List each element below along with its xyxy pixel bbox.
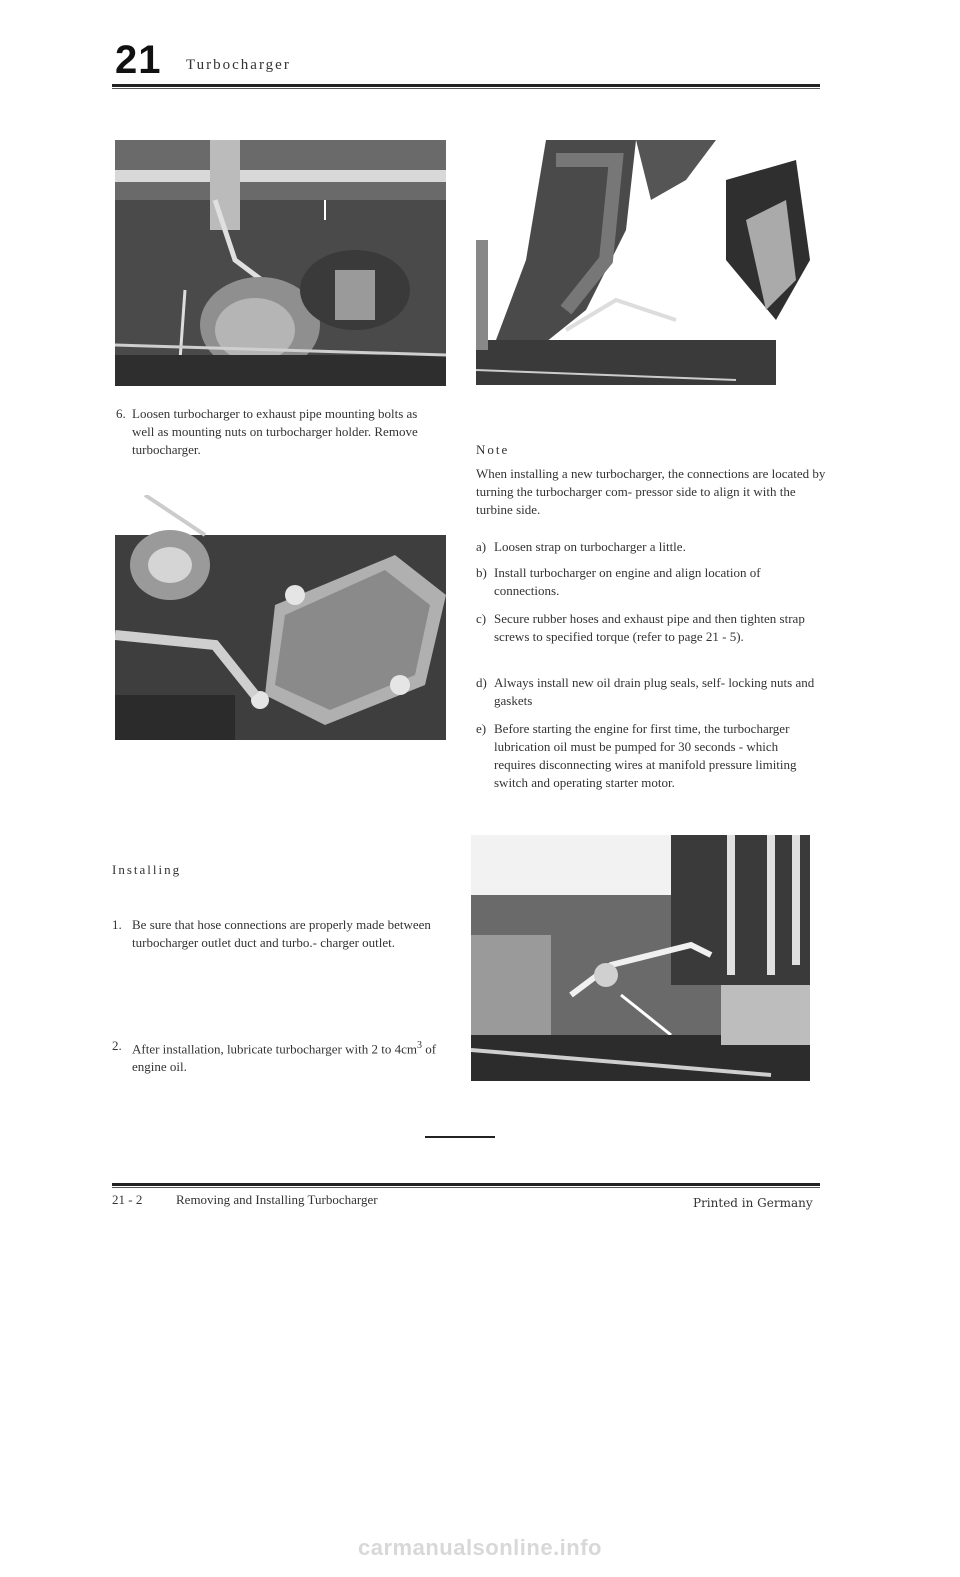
step-text: Be sure that hose connections are properly made between turbocharger outlet duct and turbo.- charger outlet. <box>132 917 431 950</box>
item-marker: a) <box>476 539 487 554</box>
printed-note: Printed in Germany <box>693 1196 813 1210</box>
item-marker: d) <box>476 675 487 690</box>
item-text: Always install new oil drain plug seals, self- locking nuts and gaskets <box>494 675 815 708</box>
section-title: Removing and Installing Turbocharger <box>176 1192 378 1207</box>
item-text: Before starting the engine for first time, the turbocharger lubrication oil must be pumped for 30 seconds - which requires disconnecting wires at manifold pressure limiting switch and operating starter motor. <box>494 721 797 790</box>
step-text-part: of engine oil. <box>132 1041 437 1075</box>
photo-turbocharger-mounting <box>115 140 446 386</box>
note-item-d <box>476 674 821 710</box>
step-6 <box>116 405 436 459</box>
item-text: Loosen strap on turbocharger a little. <box>494 539 686 554</box>
engine-photo-icon <box>471 835 810 1081</box>
install-step-1 <box>112 916 447 952</box>
engine-photo-icon <box>115 495 446 740</box>
page-number: 21 - 2 <box>112 1192 143 1207</box>
note-item-a <box>476 538 821 556</box>
step-number: 6. <box>116 406 126 421</box>
item-marker: c) <box>476 611 487 626</box>
engine-photo-icon <box>476 140 810 385</box>
step-number: 2. <box>112 1038 122 1053</box>
note-intro: When installing a new turbocharger, the connections are located by turning the turbocharger com- pressor side to align it with the turbine side. <box>476 466 826 517</box>
item-text: Install turbocharger on engine and align location of connections. <box>494 565 761 598</box>
chapter-number: 21 <box>115 38 162 82</box>
note-item-b <box>476 564 821 600</box>
footer-rule <box>112 1183 820 1186</box>
chapter-title: Turbocharger <box>186 57 291 73</box>
step-number: 1. <box>112 917 122 932</box>
header-rule-thin <box>112 88 820 89</box>
superscript: 3 <box>416 1040 422 1051</box>
item-marker: b) <box>476 565 487 580</box>
note-item-e <box>476 720 821 792</box>
note-item-c <box>476 610 821 646</box>
photo-turbocharger-holder <box>115 495 446 740</box>
photo-turbocharger-connections <box>476 140 810 385</box>
step-text-part: After installation, lubricate turbocharger with 2 to 4cm <box>132 1041 417 1057</box>
item-marker: e) <box>476 721 487 736</box>
watermark: carmanualsonline.info <box>358 1535 602 1560</box>
installing-heading: Installing <box>112 862 182 877</box>
item-text: Secure rubber hoses and exhaust pipe and then tighten strap screws to specified torque (refer to page 21 - 5). <box>494 611 805 644</box>
header-rule <box>112 84 820 87</box>
note-heading: Note <box>476 442 510 457</box>
install-step-2 <box>112 1037 447 1076</box>
photo-oil-line <box>471 835 810 1081</box>
end-rule <box>425 1136 495 1138</box>
step-text <box>132 1037 447 1076</box>
step-text: Loosen turbocharger to exhaust pipe mounting bolts as well as mounting nuts on turbocharger holder. Remove turbocharger. <box>132 406 418 457</box>
footer-rule-thin <box>112 1187 820 1188</box>
engine-photo-icon <box>115 140 446 386</box>
